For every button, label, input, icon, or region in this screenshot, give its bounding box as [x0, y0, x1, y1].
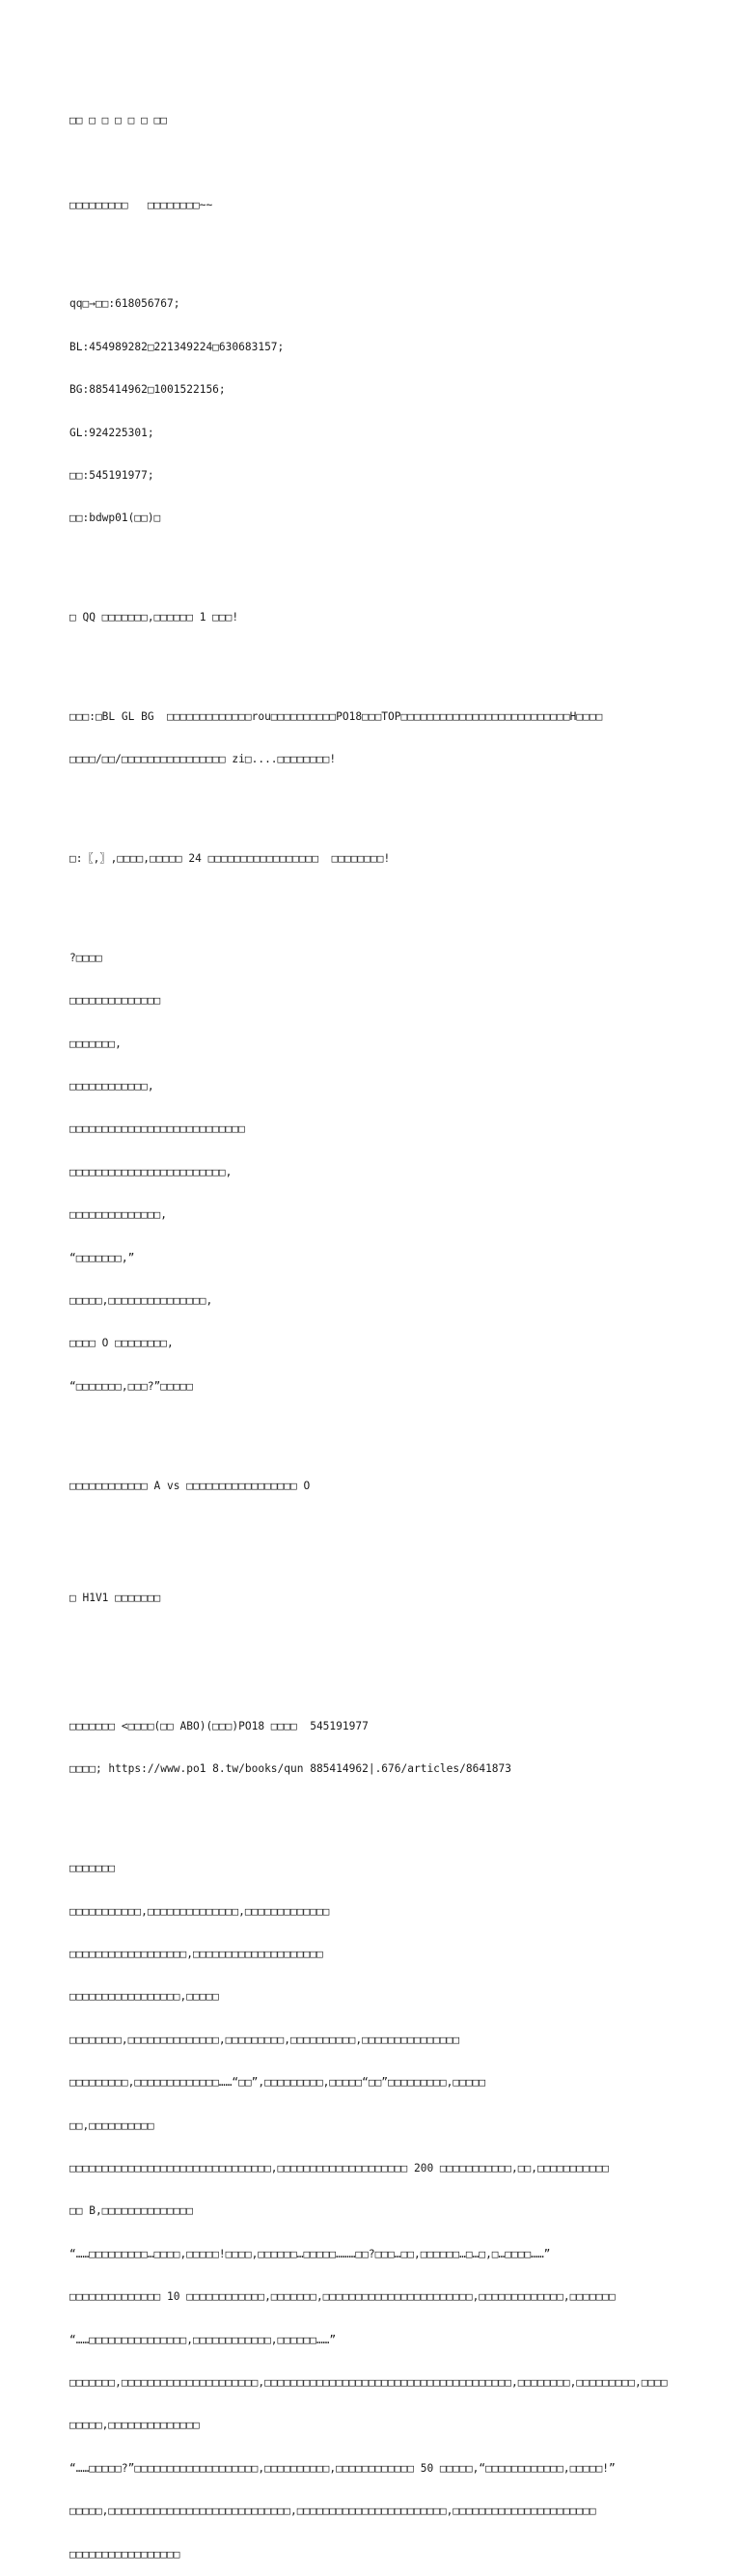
spacer: [69, 796, 687, 810]
poem-line: “□□□□□□□,”: [69, 1251, 135, 1264]
body-line: □□□□□□□□□□□,□□□□□□□□□□□□□□,□□□□□□□□□□□□□: [69, 1904, 330, 1918]
poem-line: □□□□□□□□□□□□□□: [69, 994, 161, 1008]
body-line: “……□□□□□□□□□□□□□□□,□□□□□□□□□□□□,□□□□□□……”: [69, 2333, 337, 2346]
notice-paragraph: □□□□/□□/□□□□□□□□□□□□□□□□ zi□....□□□□□□□□!: [69, 753, 337, 766]
body-line: □□ B,□□□□□□□□□□□□□□: [69, 2204, 193, 2218]
spacer: [69, 555, 687, 568]
notice-paragraph: □□□:□BL GL BG □□□□□□□□□□□□□rou□□□□□□□□□□PO18□□□TOP□□□□□□□□□□□□□□□□□□□□□□□□□□H□□□□: [69, 709, 603, 723]
contact-line: qq□→□□:618056767;: [69, 297, 180, 311]
body-line: □□□□□□□□□□□□□□□□□□□□□□□□□□□□□□□,□□□□□□□□□□□□□□□□□□□□ 200 □□□□□□□□□□□,□□,□□□□□□□□□□□: [69, 2161, 610, 2174]
body-line: □□□□□□□□□□□□□□□□□□,□□□□□□□□□□□□□□□□□□□□: [69, 1948, 323, 1961]
contact-line: □□:bdwp01(□□)□: [69, 512, 161, 525]
source-line: □□□□□□□ <□□□□(□□ ABO)(□□□)PO18 □□□□ 545191977: [69, 1720, 369, 1733]
document-text: [69, 85, 687, 2576]
spacer: [69, 156, 687, 170]
spacer: [69, 1806, 687, 1819]
spacer: [69, 241, 687, 255]
document-subtitle: □□□□□□□□□ □□□□□□□□~~: [69, 198, 213, 211]
body-line: “……□□□□□?”□□□□□□□□□□□□□□□□□□□,□□□□□□□□□□,□□□□□□□□□□□□ 50 □□□□□,“□□□□□□□□□□□□,□□□□□!”: [69, 2461, 616, 2475]
poem-line: □□□□ O □□□□□□□□,: [69, 1337, 174, 1350]
spacer: [69, 895, 687, 908]
body-line: “……□□□□□□□□□…□□□□,□□□□□!□□□□,□□□□□□…□□□□□………□□?□□□…□□,□□□□□□…□…□,□…□□□□……”: [69, 2247, 551, 2260]
body-line: □□□□□,□□□□□□□□□□□□□□□□□□□□□□□□□□□□,□□□□□□□□□□□□□□□□□□□□□□□,□□□□□□□□□□□□□□□□□□□□□□: [69, 2505, 596, 2518]
contact-line: BL:454989282□221349224□630683157;: [69, 340, 285, 353]
spacer: [69, 1635, 687, 1677]
contact-line: □□:545191977;: [69, 468, 154, 482]
body-line: □□□□□□□□□,□□□□□□□□□□□□□……“□□”,□□□□□□□□□,□□□□□“□□”□□□□□□□□□,□□□□□: [69, 2076, 486, 2090]
poem-line: “□□□□□□□,□□□?”□□□□□: [69, 1379, 193, 1393]
source-line: □□□□; https://www.po1 8.tw/books/qun 885414962|.676/articles/8641873: [69, 1762, 512, 1776]
body-line: □□,□□□□□□□□□□: [69, 2119, 154, 2132]
poem-line: □□□□□□□□□□□□□□,: [69, 1208, 168, 1222]
body-line: □□□□□□□: [69, 1862, 116, 1875]
body-line: □□□□□□□□□□□□□□□□□: [69, 2547, 180, 2561]
contact-line: BG:885414962□1001522156;: [69, 383, 226, 397]
body-line: □□□□□□□□,□□□□□□□□□□□□□□,□□□□□□□□□,□□□□□□□□□□,□□□□□□□□□□□□□□□: [69, 2033, 460, 2046]
versus-line: □□□□□□□□□□□□ A vs □□□□□□□□□□□□□□□□□ O: [69, 1479, 311, 1492]
tag-line: □ H1V1 □□□□□□□: [69, 1592, 161, 1605]
poem-line: □□□□□□□□□□□□□□□□□□□□□□□□□□□: [69, 1122, 245, 1136]
poem-line: □□□□□□□□□□□□□□□□□□□□□□□□,: [69, 1165, 233, 1178]
poem-line: □□□□□,□□□□□□□□□□□□□□□,: [69, 1293, 213, 1307]
spacer: [69, 1522, 687, 1549]
poem-line: ?□□□□: [69, 951, 102, 964]
poem-line: □□□□□□□,: [69, 1037, 122, 1050]
body-line: □□□□□,□□□□□□□□□□□□□□: [69, 2419, 200, 2432]
poem-line: □□□□□□□□□□□□,: [69, 1080, 154, 1093]
body-line: □□□□□□□□□□□□□□ 10 □□□□□□□□□□□□,□□□□□□□,□□□□□□□□□□□□□□□□□□□□□□□,□□□□□□□□□□□□□,□□□□□□□: [69, 2290, 616, 2304]
document-title: □□ □ □ □ □ □ □□: [69, 113, 168, 126]
contact-line: GL:924225301;: [69, 426, 154, 439]
spacer: [69, 1423, 687, 1436]
notice-paragraph: □:〖,〗,□□□□,□□□□□ 24 □□□□□□□□□□□□□□□□□ □□□□□□□□!: [69, 852, 391, 866]
body-line: □□□□□□□□□□□□□□□□□,□□□□□: [69, 1990, 219, 2004]
spacer: [69, 653, 687, 667]
body-line: □□□□□□□,□□□□□□□□□□□□□□□□□□□□□,□□□□□□□□□□□□□□□□□□□□□□□□□□□□□□□□□□□□□□,□□□□□□□□,□□□□□□□□□,□□□□: [69, 2375, 668, 2389]
notice-paragraph: □ QQ □□□□□□□,□□□□□□ 1 □□□!: [69, 611, 239, 624]
